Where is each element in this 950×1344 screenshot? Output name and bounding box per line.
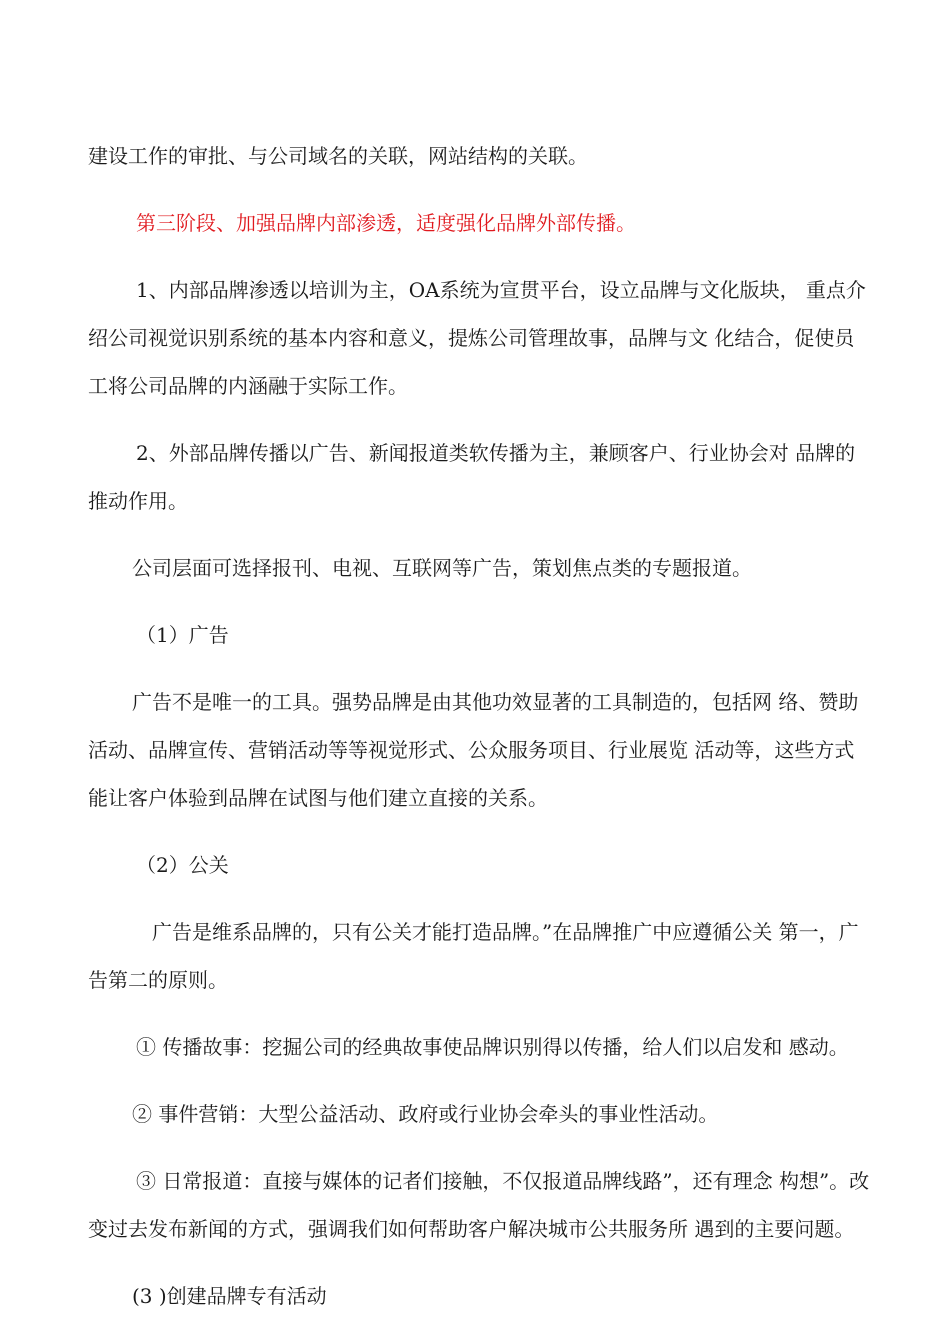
paragraph-external-brand: 2、外部品牌传播以广告、新闻报道类软传播为主，兼顾客户、行业协会对 品牌的推动作用。 [88,441,856,513]
subheading-brand-activities: (3 )创建品牌专有活动 [132,1284,327,1308]
subheading-advertising: （1）广告 [136,623,229,647]
subheading-public-relations: （2）公关 [136,853,229,877]
paragraph-advertising: 广告不是唯一的工具。强势品牌是由其他功效显著的工具制造的，包括网 络、赞助活动、品牌宣传、营销活动等等视觉形式、公众服务项目、行业展览 活动等，这些方式能让客户体验到品牌在试图与他们建立直接的关系。 [88,690,859,810]
paragraph-continuation: 建设工作的审批、与公司域名的关联，网站结构的关联。 [88,144,588,168]
paragraph-public-relations: 广告是维系品牌的，只有公关才能打造品牌。”在品牌推广中应遵循公关 第一，广告第二的原则。 [88,920,859,992]
list-item-daily-reporting: ③ 日常报道：直接与媒体的记者们接触，不仅报道品牌线路”，还有理念 构想”。改变过去发布新闻的方式，强调我们如何帮助客户解决城市公共服务所 遇到的主要问题。 [88,1169,870,1241]
section-heading: 第三阶段、加强品牌内部渗透，适度强化品牌外部传播。 [136,211,636,235]
document-body [88,132,873,1339]
paragraph-internal-brand: 1、内部品牌渗透以培训为主，OA系统为宣贯平台，设立品牌与文化版块， 重点介绍公司视觉识别系统的基本内容和意义，提炼公司管理故事，品牌与文 化结合，促使员工将公司品牌的内涵融于实际工作。 [88,278,866,398]
list-item-event-marketing: ② 事件营销：大型公益活动、政府或行业协会牵头的事业性活动。 [132,1102,719,1126]
paragraph-company-level: 公司层面可选择报刊、电视、互联网等广告，策划焦点类的专题报道。 [132,556,752,580]
list-item-storytelling: ① 传播故事：挖掘公司的经典故事使品牌识别得以传播，给人们以启发和 感动。 [136,1035,849,1059]
